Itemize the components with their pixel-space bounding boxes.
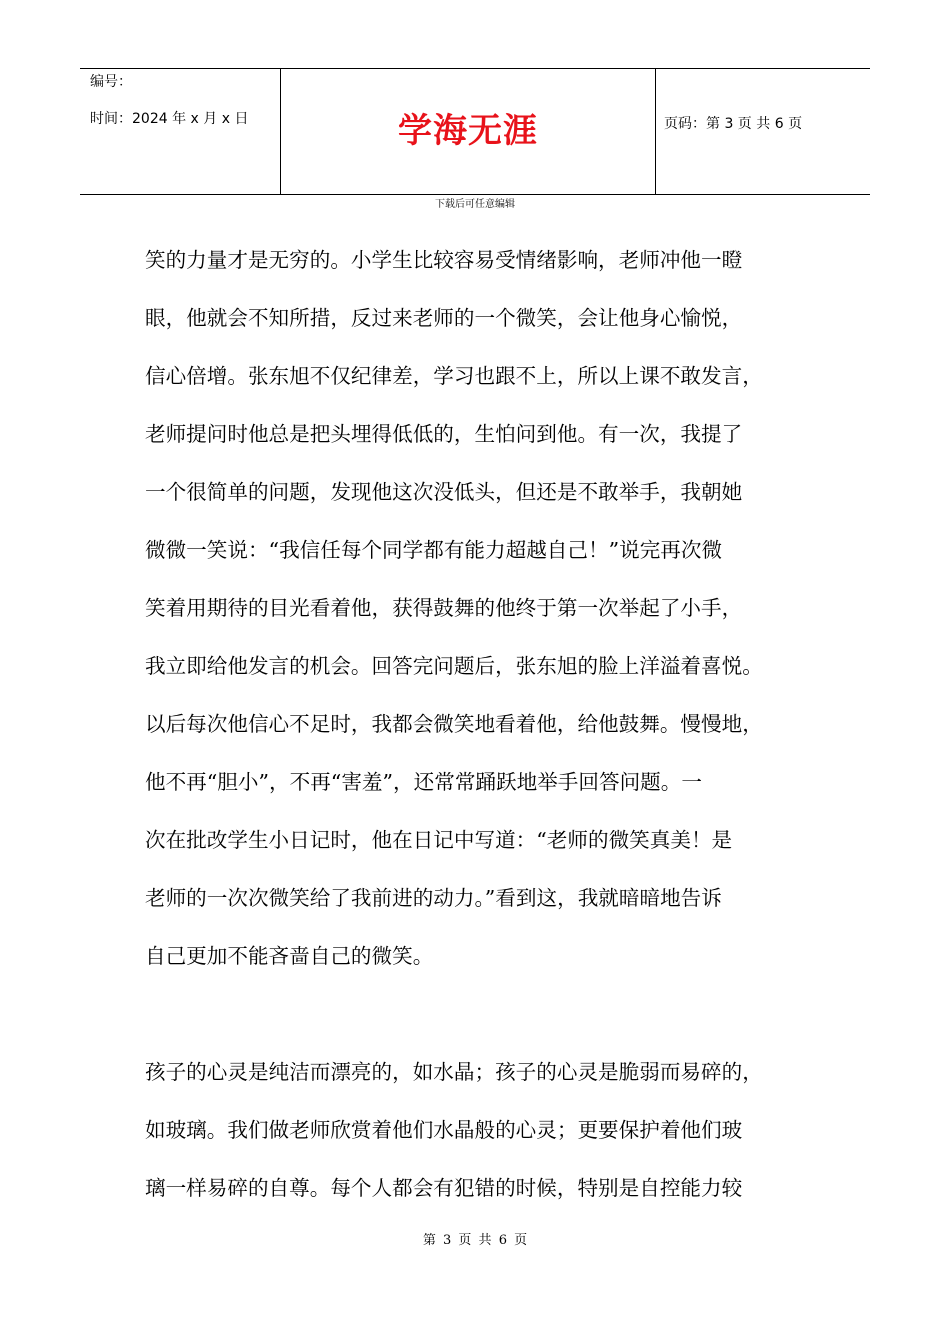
text-line: 笑的力量才是无穷的。小学生比较容易受情绪影响，老师冲他一瞪: [145, 248, 743, 272]
text-line: 眼，他就会不知所措，反过来老师的一个微笑，会让他身心愉悦，: [145, 306, 743, 330]
text-line: 老师提问时他总是把头埋得低低的，生怕问到他。有一次，我提了: [145, 422, 743, 446]
text-line: 璃一样易碎的自尊。每个人都会有犯错的时候，特别是自控能力较: [145, 1176, 743, 1200]
text-line: 一个很简单的问题，发现他这次没低头，但还是不敢举手，我朝她: [145, 480, 743, 504]
page-footer: 第 3 页 共 6 页: [422, 1233, 528, 1248]
text-line: 自己更加不能吝啬自己的微笑。: [145, 944, 434, 968]
brand-title: 学海无涯: [398, 111, 538, 151]
text-line: 他不再“胆小”，不再“害羞”，还常常踊跃地举手回答问题。一: [145, 770, 702, 794]
text-line: 如玻璃。我们做老师欣赏着他们水晶般的心灵；更要保护着他们玻: [145, 1118, 743, 1142]
text-line: 信心倍增。张东旭不仅纪律差，学习也跟不上，所以上课不敢发言，: [145, 364, 763, 388]
text-line: 笑着用期待的目光看着他，获得鼓舞的他终于第一次举起了小手，: [145, 596, 743, 620]
text-line: 以后每次他信心不足时，我都会微笑地看着他，给他鼓舞。慢慢地，: [145, 712, 763, 736]
paragraph-1: [145, 231, 835, 985]
text-line: 老师的一次次微笑给了我前进的动力。”看到这，我就暗暗地告诉: [145, 886, 722, 910]
text-line: 我立即给他发言的机会。回答完问题后，张东旭的脸上洋溢着喜悦。: [145, 654, 763, 678]
text-line: 孩子的心灵是纯洁而漂亮的，如水晶；孩子的心灵是脆弱而易碎的，: [145, 1060, 763, 1084]
text-line: 微微一笑说：“我信任每个同学都有能力超越自己！”说完再次微: [145, 538, 723, 562]
header-brand-cell: [280, 69, 656, 194]
paragraph-gap: [145, 985, 835, 1043]
paragraph-2: [145, 1043, 835, 1217]
document-number-label: 编号：: [90, 74, 132, 90]
page-number-label: 页码：第 3 页 共 6 页: [664, 116, 803, 132]
editable-note: 下载后可任意编辑: [435, 199, 515, 210]
header-table: [80, 68, 870, 195]
document-time-label: 时间：2024 年 x 月 x 日: [90, 111, 249, 127]
body-text: [145, 231, 835, 1217]
header-right-cell: [656, 69, 870, 194]
text-line: 次在批改学生小日记时，他在日记中写道：“老师的微笑真美！是: [145, 828, 733, 852]
header-left-cell: [80, 69, 280, 194]
